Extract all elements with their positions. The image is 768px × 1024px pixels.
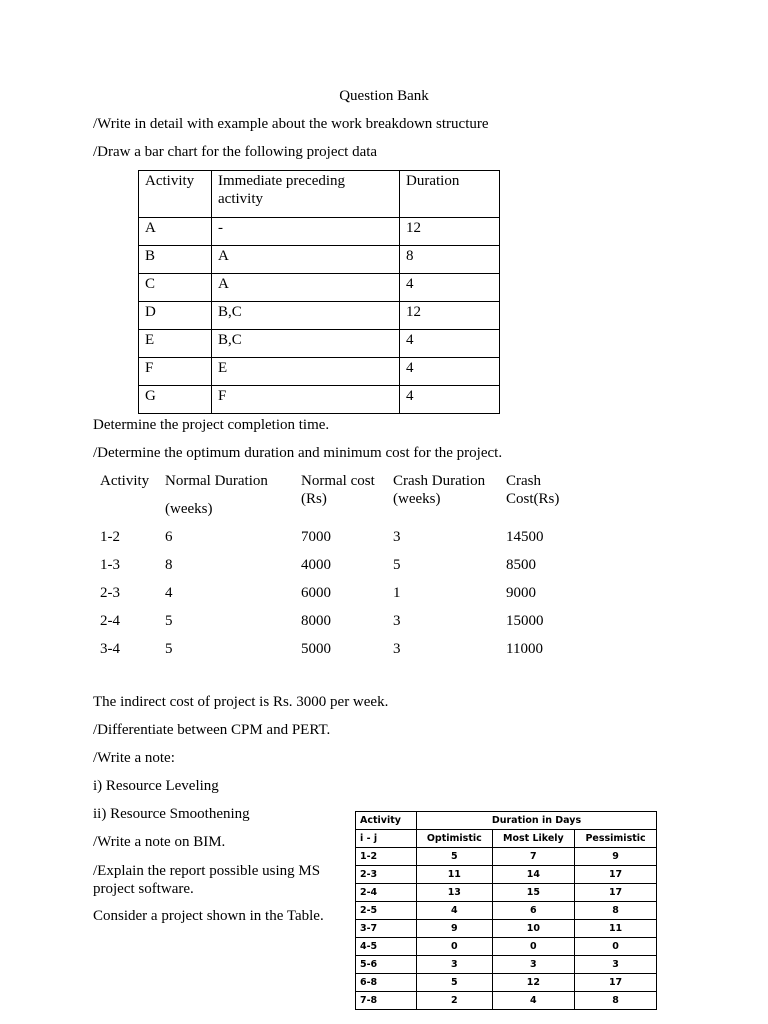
table-cell: E bbox=[212, 358, 400, 386]
table-cell: 3 bbox=[393, 641, 401, 657]
question-completion-time: Determine the project completion time. bbox=[93, 417, 330, 433]
table-cell: 8 bbox=[400, 246, 500, 274]
indirect-cost-note: The indirect cost of project is Rs. 3000 per week. bbox=[93, 694, 389, 710]
table-cell: - bbox=[212, 218, 400, 246]
project-data-table bbox=[138, 170, 500, 414]
table-cell: 8 bbox=[165, 557, 173, 573]
table-cell: 4 bbox=[400, 330, 500, 358]
table-cell: 7-8 bbox=[356, 992, 417, 1010]
table-row bbox=[139, 302, 500, 330]
table-cell: 17 bbox=[575, 866, 657, 884]
table-cell: 5-6 bbox=[356, 956, 417, 974]
table-cell: 4 bbox=[400, 386, 500, 414]
table-row bbox=[93, 584, 583, 612]
table-row bbox=[139, 246, 500, 274]
question-consider-project: Consider a project shown in the Table. bbox=[93, 908, 324, 924]
table-header-cell: Optimistic bbox=[417, 830, 493, 848]
table-cell: 5 bbox=[417, 974, 493, 992]
table-cell: A bbox=[212, 246, 400, 274]
table-header-cell: i - j bbox=[356, 830, 417, 848]
table-row bbox=[356, 902, 657, 920]
table-row bbox=[93, 528, 583, 556]
table-header-cell: Activity bbox=[100, 473, 150, 489]
table-cell: 3 bbox=[575, 956, 657, 974]
table-cell: 1-2 bbox=[356, 848, 417, 866]
table-cell: 3-7 bbox=[356, 920, 417, 938]
table-row bbox=[93, 556, 583, 584]
table-cell: 3 bbox=[417, 956, 493, 974]
table-cell: 4-5 bbox=[356, 938, 417, 956]
table-cell: 0 bbox=[575, 938, 657, 956]
table-row bbox=[139, 274, 500, 302]
table-cell: 15000 bbox=[506, 613, 544, 629]
table-header-cell: Most Likely bbox=[492, 830, 575, 848]
table-cell: 0 bbox=[417, 938, 493, 956]
table-cell: 3 bbox=[393, 613, 401, 629]
table-row bbox=[356, 992, 657, 1010]
table-cell: 17 bbox=[575, 884, 657, 902]
table-header-cell: Duration in Days bbox=[417, 812, 657, 830]
table-row bbox=[139, 386, 500, 414]
table-row bbox=[356, 920, 657, 938]
table-cell: 6-8 bbox=[356, 974, 417, 992]
table-cell: 7 bbox=[492, 848, 575, 866]
table-cell: 2-3 bbox=[356, 866, 417, 884]
table-cell: 15 bbox=[492, 884, 575, 902]
table-cell: 2-5 bbox=[356, 902, 417, 920]
table-cell: B bbox=[139, 246, 212, 274]
table-cell: 5 bbox=[165, 641, 173, 657]
page-title: Question Bank bbox=[339, 88, 429, 104]
question-bar-chart: /Draw a bar chart for the following project data bbox=[93, 144, 378, 160]
table-header-cell: Normal Duration bbox=[165, 473, 268, 489]
question-write-note: /Write a note: bbox=[93, 750, 175, 766]
table-header-cell: Immediate preceding activity bbox=[212, 171, 400, 218]
table-header-cell: Crash Duration (weeks) bbox=[393, 473, 486, 507]
table-cell: 1-2 bbox=[100, 529, 120, 545]
table-cell: 6 bbox=[165, 529, 173, 545]
table-cell: 14 bbox=[492, 866, 575, 884]
table-cell: C bbox=[139, 274, 212, 302]
table-cell: 6000 bbox=[301, 585, 331, 601]
table-cell: 11 bbox=[417, 866, 493, 884]
question-wbs: /Write in detail with example about the work breakdown structure bbox=[93, 116, 489, 132]
note-item-resource-leveling: i) Resource Leveling bbox=[93, 778, 219, 794]
table-cell: 12 bbox=[400, 302, 500, 330]
table-cell: 12 bbox=[492, 974, 575, 992]
table-row bbox=[139, 218, 500, 246]
table-cell: 2 bbox=[417, 992, 493, 1010]
table-header-cell: Pessimistic bbox=[575, 830, 657, 848]
table-cell: 2-4 bbox=[100, 613, 120, 629]
table-header-cell: Duration bbox=[400, 171, 500, 218]
table-row bbox=[93, 640, 583, 668]
table-cell: 4 bbox=[400, 358, 500, 386]
table-subheader-cell: (weeks) bbox=[165, 501, 213, 517]
question-ms-project: /Explain the report possible using MS project software. bbox=[93, 863, 321, 897]
table-row bbox=[139, 358, 500, 386]
table-cell: 4 bbox=[165, 585, 173, 601]
table-row bbox=[356, 974, 657, 992]
table-cell: 6 bbox=[492, 902, 575, 920]
table-cell: 2-3 bbox=[100, 585, 120, 601]
table-row bbox=[356, 866, 657, 884]
table-cell: B,C bbox=[212, 330, 400, 358]
table-row bbox=[139, 330, 500, 358]
table-cell: D bbox=[139, 302, 212, 330]
table-cell: 1 bbox=[393, 585, 401, 601]
table-cell: 10 bbox=[492, 920, 575, 938]
table-cell: 11000 bbox=[506, 641, 543, 657]
table-cell: 1-3 bbox=[100, 557, 120, 573]
table-cell: 5 bbox=[165, 613, 173, 629]
table-cell: 0 bbox=[492, 938, 575, 956]
table-cell: 3-4 bbox=[100, 641, 120, 657]
table-cell: 13 bbox=[417, 884, 493, 902]
note-item-resource-smoothening: ii) Resource Smoothening bbox=[93, 806, 250, 822]
table-cell: F bbox=[212, 386, 400, 414]
table-cell: 9 bbox=[417, 920, 493, 938]
table-cell: 11 bbox=[575, 920, 657, 938]
table-cell: B,C bbox=[212, 302, 400, 330]
table-cell: 5 bbox=[417, 848, 493, 866]
crash-cost-table bbox=[93, 472, 583, 668]
table-cell: 17 bbox=[575, 974, 657, 992]
table-cell: A bbox=[139, 218, 212, 246]
question-bim: /Write a note on BIM. bbox=[93, 834, 226, 850]
table-row bbox=[93, 612, 583, 640]
question-cpm-pert: /Differentiate between CPM and PERT. bbox=[93, 722, 331, 738]
table-cell: G bbox=[139, 386, 212, 414]
table-cell: 8500 bbox=[506, 557, 536, 573]
question-optimum-duration: /Determine the optimum duration and minimum cost for the project. bbox=[93, 445, 503, 461]
table-cell: 3 bbox=[393, 529, 401, 545]
table-header-cell: Activity bbox=[356, 812, 417, 830]
table-cell: 9000 bbox=[506, 585, 536, 601]
table-cell: 14500 bbox=[506, 529, 544, 545]
table-cell: A bbox=[212, 274, 400, 302]
table-cell: 2-4 bbox=[356, 884, 417, 902]
pert-duration-table bbox=[355, 811, 657, 1010]
table-cell: 4000 bbox=[301, 557, 331, 573]
table-cell: 7000 bbox=[301, 529, 331, 545]
table-row bbox=[356, 848, 657, 866]
table-header-cell: Normal cost (Rs) bbox=[301, 473, 375, 507]
table-cell: 8000 bbox=[301, 613, 331, 629]
table-cell: E bbox=[139, 330, 212, 358]
table-cell: F bbox=[139, 358, 212, 386]
table-cell: 4 bbox=[492, 992, 575, 1010]
table-row bbox=[356, 956, 657, 974]
table-cell: 5 bbox=[393, 557, 401, 573]
table-cell: 9 bbox=[575, 848, 657, 866]
table-row bbox=[356, 938, 657, 956]
table-header-cell: Crash Cost(Rs) bbox=[506, 473, 560, 507]
table-cell: 3 bbox=[492, 956, 575, 974]
table-cell: 8 bbox=[575, 902, 657, 920]
table-cell: 12 bbox=[400, 218, 500, 246]
table-header-cell: Activity bbox=[139, 171, 212, 218]
table-cell: 5000 bbox=[301, 641, 331, 657]
table-cell: 8 bbox=[575, 992, 657, 1010]
table-row bbox=[356, 884, 657, 902]
table-cell: 4 bbox=[417, 902, 493, 920]
table-cell: 4 bbox=[400, 274, 500, 302]
